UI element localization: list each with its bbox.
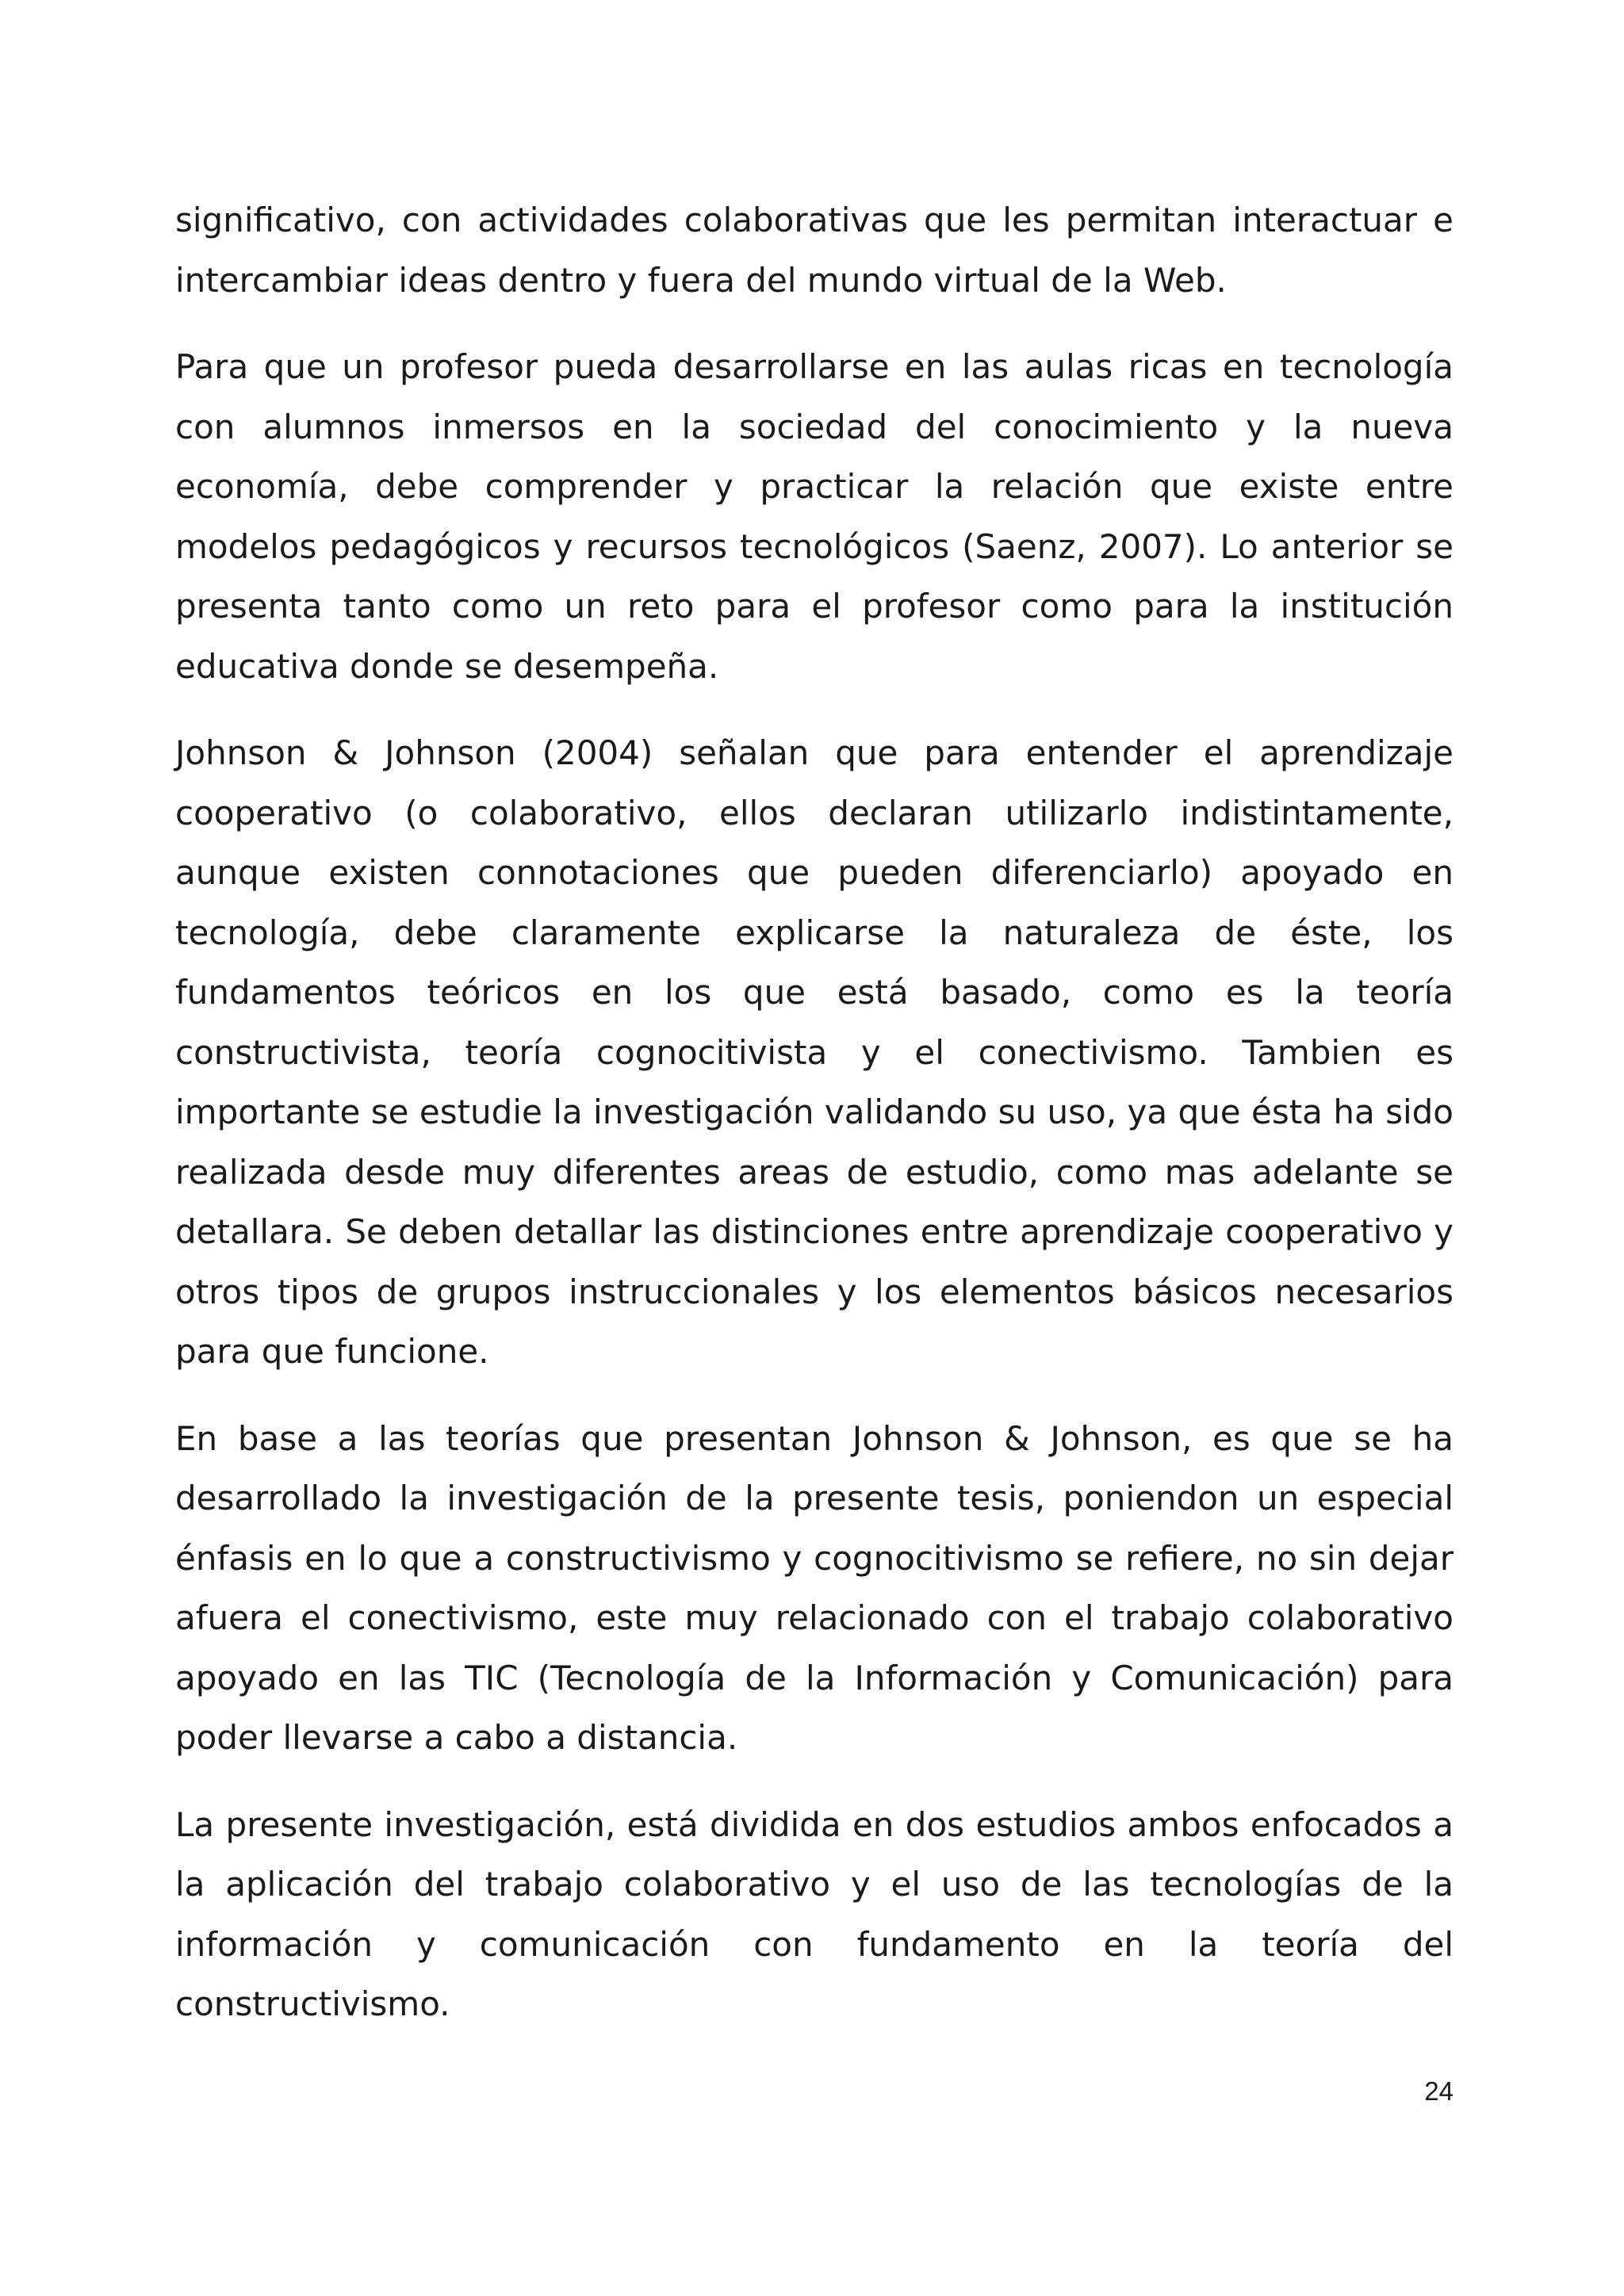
paragraph-2: Para que un profesor pueda desarrollarse en las aulas ricas en tecnología con alumnos inmersos en la sociedad del conocimiento y la nueva economía, debe comprender y practicar la relación que existe entre modelos pedagógicos y recursos tecnológicos (Saenz, 2007). Lo anterior se presenta tanto como un reto para el profesor como para la institución educativa donde se desempeña.	[175, 347, 1454, 686]
paragraph-4: En base a las teorías que presentan Johnson & Johnson, es que se ha desarrollado la investigación de la presente tesis, poniendon un especial énfasis en lo que a constructivismo y cognocitivismo se refiere, no sin dejar afuera el conectivismo, este muy relacionado con el trabajo colaborativo apoyado en las TIC (Tecnología de la Información y Comunicación) para poder llevarse a cabo a distancia.	[175, 1418, 1454, 1757]
page-number: 24	[1424, 2076, 1454, 2106]
body-text	[175, 190, 1454, 2061]
paragraph-1: significativo, con actividades colaborativas que les permitan interactuar e intercambiar ideas dentro y fuera del mundo virtual de la Web.	[175, 201, 1454, 300]
paragraph-5: La presente investigación, está dividida en dos estudios ambos enfocados a la aplicación del trabajo colaborativo y el uso de las tecnologías de la información y comunicación con fundamento en la teoría del constructivismo.	[175, 1804, 1454, 2023]
paragraph-3: Johnson & Johnson (2004) señalan que para entender el aprendizaje cooperativo (o colaborativo, ellos declaran utilizarlo indistintamente, aunque existen connotaciones que pueden diferenciarlo) apoyado en tecnología, debe claramente explicarse la naturaleza de éste, los fundamentos teóricos en los que está basado, como es la teoría constructivista, teoría cognocitivista y el conectivismo. Tambien es importante se estudie la investigación validando su uso, ya que ésta ha sido realizada desde muy diferentes areas de estudio, como mas adelante se detallara. Se deben detallar las distinciones entre aprendizaje cooperativo y otros tipos de grupos instruccionales y los elementos básicos necesarios para que funcione.	[175, 733, 1454, 1371]
